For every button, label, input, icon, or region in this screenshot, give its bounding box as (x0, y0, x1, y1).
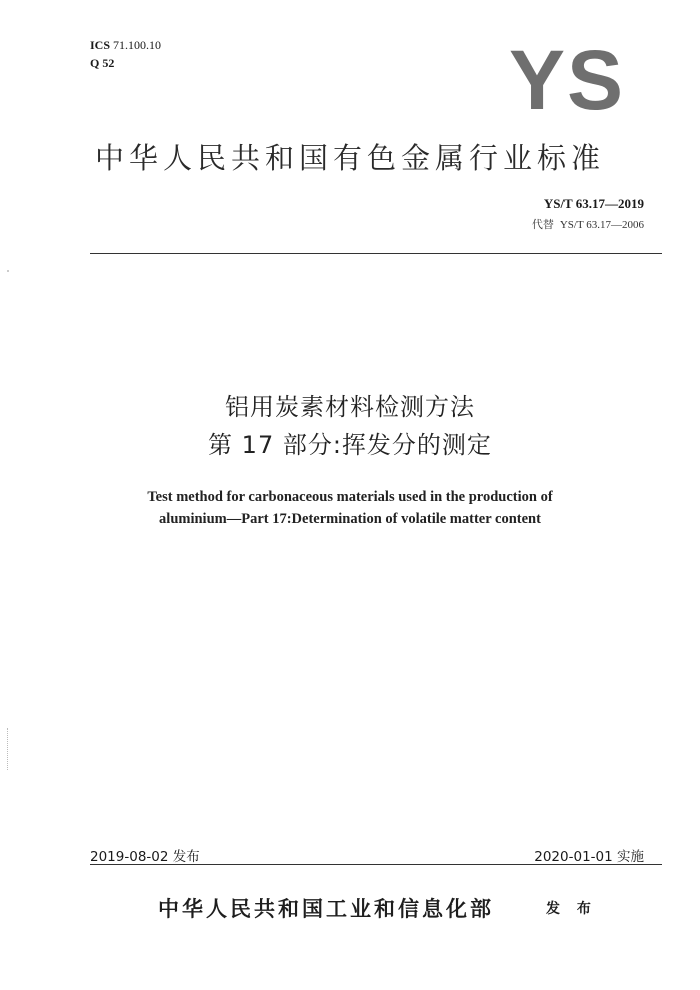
standard-number: YS/T 63.17—2019 (543, 196, 644, 211)
standard-category-title: 中华人民共和国有色金属行业标准 (94, 141, 605, 175)
ics-label: ICS (90, 38, 111, 52)
english-title-line2: aluminium—Part 17:Determination of volatile matter content (159, 511, 541, 527)
top-divider (90, 253, 662, 254)
chinese-title-line2: 第 17 部分:挥发分的测定 (208, 431, 492, 459)
issue-date: 2019-08-02 发布 (90, 849, 200, 865)
ics-code-line (90, 36, 161, 54)
english-title (60, 486, 640, 530)
classification-codes (90, 36, 161, 72)
english-title-line1: Test method for carbonaceous materials used in the production of (147, 489, 553, 505)
scan-speck (7, 270, 9, 272)
ccs-code: Q 52 (90, 56, 115, 70)
replaces-line (532, 216, 644, 232)
implementation-date: 2020-01-01 实施 (534, 849, 644, 865)
publish-label: 发 布 (546, 901, 597, 917)
replaces-number: YS/T 63.17—2006 (559, 219, 644, 231)
publisher-name: 中华人民共和国工业和信息化部 (158, 896, 494, 921)
chinese-title-line1: 铝用炭素材料检测方法 (225, 393, 475, 421)
replaces-label: 代替 (531, 218, 554, 231)
bottom-divider (90, 864, 662, 865)
chinese-title (0, 388, 700, 464)
binding-margin-marks (7, 728, 10, 770)
ics-code: 71.100.10 (113, 38, 162, 52)
ys-logo: YS (508, 33, 626, 127)
